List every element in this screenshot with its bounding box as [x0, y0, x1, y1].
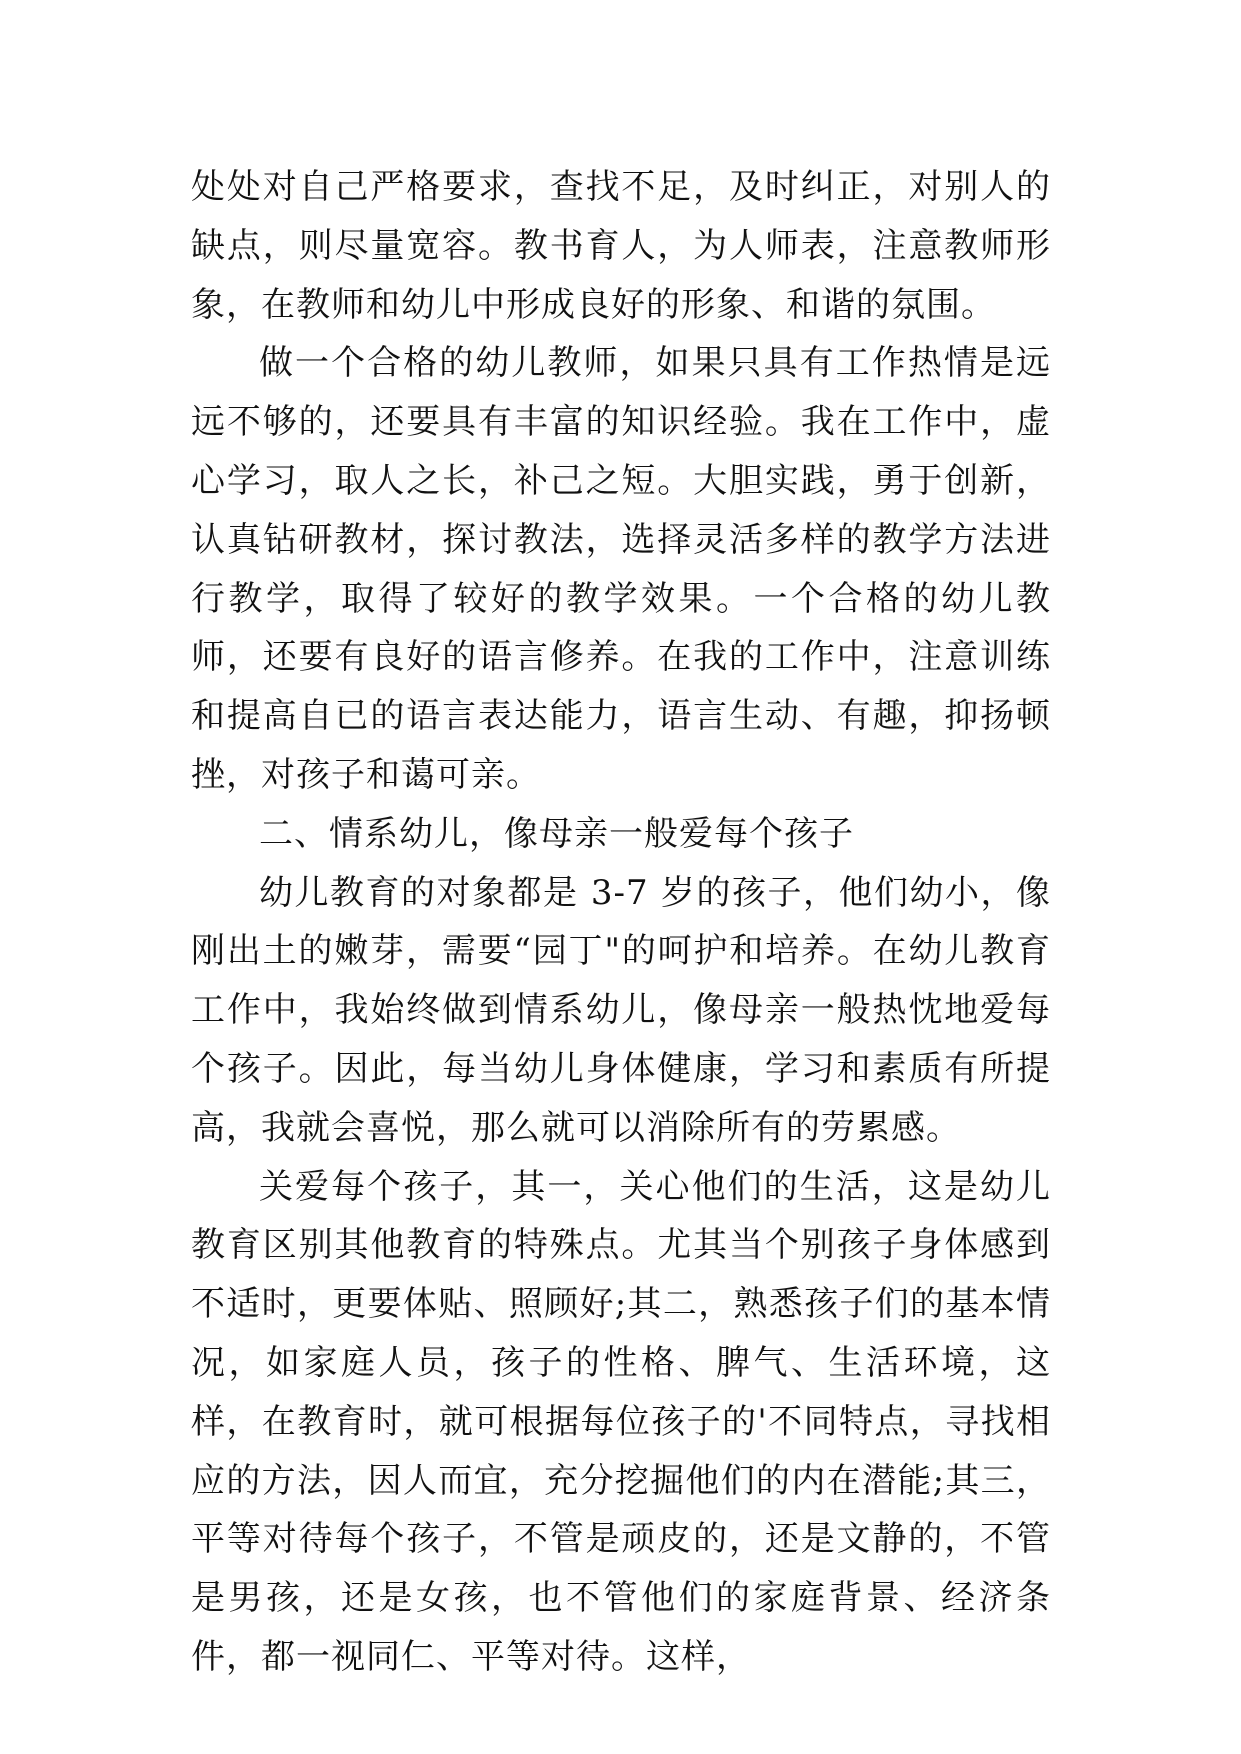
paragraph-4: 关爱每个孩子，其一，关心他们的生活，这是幼儿教育区别其他教育的特殊点。尤其当个别孩子身体感到不适时，更要体贴、照顾好;其二，熟悉孩子们的基本情况，如家庭人员，孩子的性格、脾气、生活环境，这样，在教育时，就可根据每位孩子的'不同特点，寻找相应的方法，因人而宜，充分挖掘他们的内在潜能;其三，平等对待每个孩子，不管是顽皮的，还是文静的，不管是男孩，还是女孩，也不管他们的家庭背景、经济条件，都一视同仁、平等对待。这样，: [191, 1166, 1051, 1677]
section-heading: 二、情系幼儿，像母亲一般爱每个孩子: [259, 813, 854, 854]
paragraph-3: 幼儿教育的对象都是 3-7 岁的孩子，他们幼小，像刚出土的嫩芽，需要“园丁"的呵护和培养。在幼儿教育工作中，我始终做到情系幼儿，像母亲一般热忱地爱每个孩子。因此，每当幼儿身体健康，学习和素质有所提高，我就会喜悦，那么就可以消除所有的劳累感。: [191, 872, 1051, 1148]
paragraph-2: 做一个合格的幼儿教师，如果只具有工作热情是远远不够的，还要具有丰富的知识经验。我在工作中，虚心学习，取人之长，补己之短。大胆实践，勇于创新，认真钻研教材，探讨教法，选择灵活多样的教学方法进行教学，取得了较好的教学效果。一个合格的幼儿教师，还要有良好的语言修养。在我的工作中，注意训练和提高自已的语言表达能力，语言生动、有趣，抑扬顿挫，对孩子和蔼可亲。: [191, 343, 1051, 795]
paragraph-1: 处处对自己严格要求，查找不足，及时纠正，对别人的缺点，则尽量宽容。教书育人，为人师表，注意教师形象，在教师和幼儿中形成良好的形象、和谐的氛围。: [191, 167, 1051, 325]
document-body: [191, 158, 1051, 1687]
